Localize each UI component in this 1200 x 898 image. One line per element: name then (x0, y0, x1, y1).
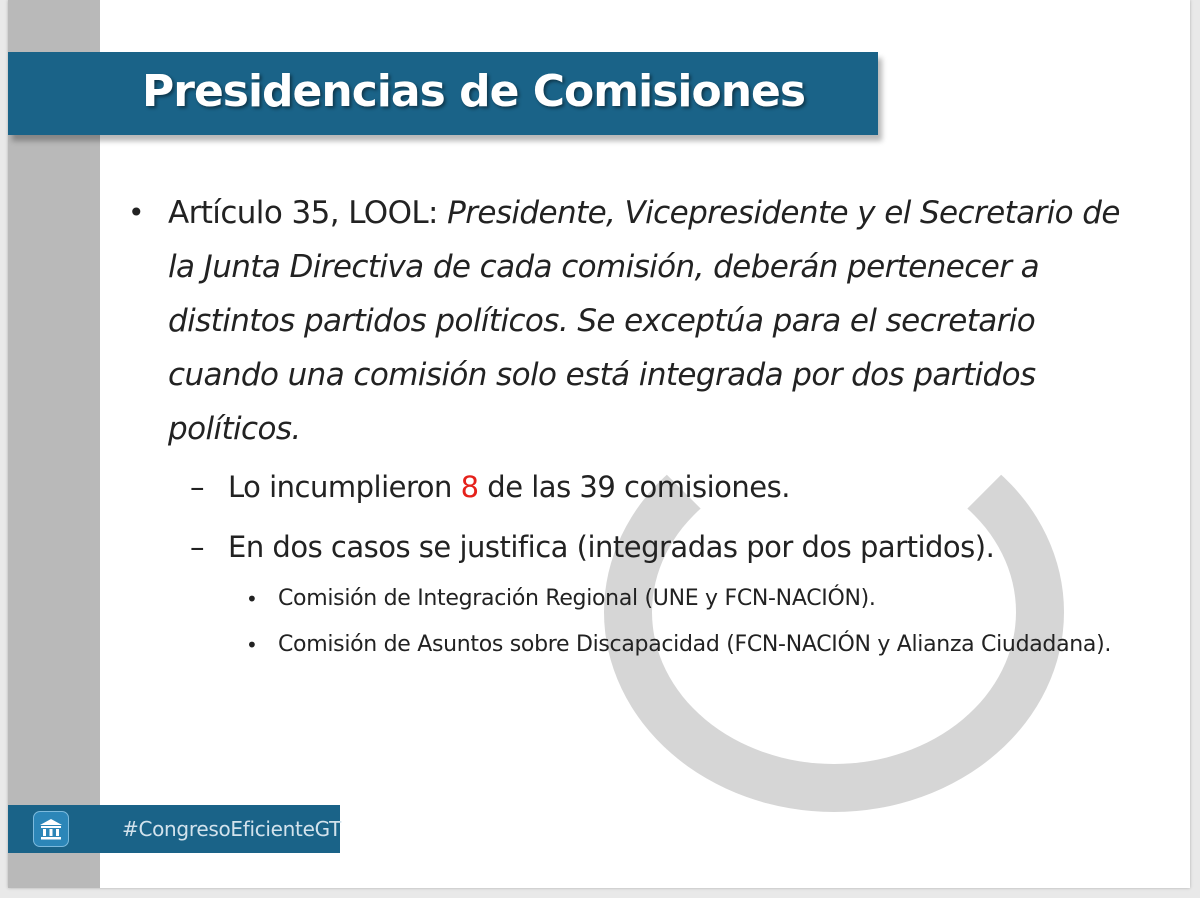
sub-bullet (184, 524, 1154, 570)
slide (8, 0, 1190, 888)
hashtag-label: #CongresoEficienteGT (122, 817, 341, 841)
bullet-dot: • (246, 587, 258, 611)
main-bullet (124, 186, 1154, 456)
sub-sub-bullet-text: Comisión de Asuntos sobre Discapacidad (FCN-NACIÓN y Alianza Ciudadana). (278, 632, 1112, 657)
sub-bullet-text: de las 39 comisiones. (478, 470, 790, 504)
bullet-dot: • (246, 633, 258, 657)
main-bullet-prefix: Artículo 35, LOOL: (168, 195, 448, 231)
sub-bullet-text: En dos casos se justifica (integradas por dos partidos). (228, 530, 995, 564)
footer-bar (8, 805, 340, 853)
sub-bullet-list (124, 464, 1154, 570)
congress-logo (33, 811, 69, 847)
slide-content (124, 186, 1154, 670)
sub-bullet (184, 464, 1154, 510)
bullet-dash: – (190, 470, 204, 504)
slide-title: Presidencias de Comisiones (142, 66, 806, 117)
highlight-number: 8 (460, 470, 479, 504)
sub-sub-bullet-list (124, 578, 1154, 666)
sub-sub-bullet-text: Comisión de Integración Regional (UNE y FCN-NACIÓN). (278, 586, 876, 611)
main-bullet-quote: Presidente, Vicepresidente y el Secretario de la Junta Directiva de cada comisión, deberán pertenecer a distintos partidos políticos. Se exceptúa para el secretario cuando una comisión solo está integrada por dos partidos políticos. (168, 195, 1120, 447)
title-bar (8, 52, 878, 135)
sub-sub-bullet (234, 624, 1154, 666)
sub-sub-bullet (234, 578, 1154, 620)
bullet-dash: – (190, 530, 204, 564)
bullet-dot: • (128, 196, 144, 229)
sub-bullet-text: Lo incumplieron (228, 470, 461, 504)
building-columns-icon (39, 817, 63, 841)
